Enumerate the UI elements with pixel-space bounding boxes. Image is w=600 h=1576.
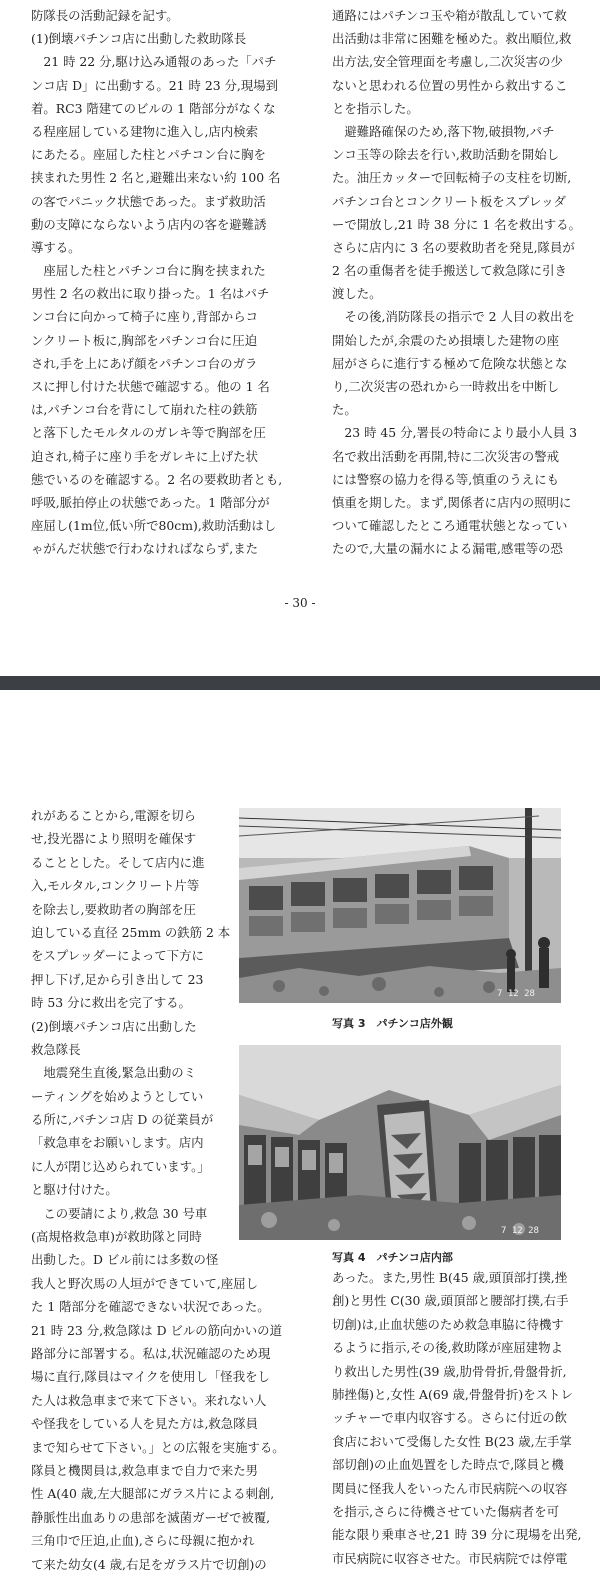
text-line: あった。また,男性 B(45 歳,頭頂部打撲,挫	[332, 1270, 568, 1285]
text-line: 肺挫傷)と,女性 A(69 歳,骨盤骨折)をストレ	[332, 1386, 573, 1402]
text-line: パチンコ台とコンクリート板をスプレッダ	[332, 193, 566, 209]
photo4-caption: 写真 4 パチンコ店内部	[332, 1251, 453, 1264]
text-line: 救急隊長	[31, 1041, 81, 1057]
text-line: ンコ店 D」に出動する。21 時 23 分,現場到	[31, 77, 279, 93]
text-line: た。油圧カッターで回転椅子の支柱を切断,	[332, 170, 572, 186]
text-line: 関員に怪我人をいったん市民病院への収容	[332, 1480, 568, 1496]
text-line: 創)と男性 C(30 歳,頭頂部と腰部打撲,右手	[332, 1293, 569, 1309]
text-line: 動の支障にならないよう店内の客を避難誘	[31, 216, 267, 232]
text-line: せ,投光器により照明を確保す	[31, 831, 197, 847]
text-line: り救出した男性(39 歳,肋骨骨折,骨盤骨折,	[332, 1363, 567, 1379]
text-line: 通路にはパチンコ玉や箱が散乱していて救	[332, 8, 567, 23]
text-line: る所に,パチンコ店 D の従業員が	[31, 1112, 214, 1128]
text-line: 着。RC3 階建てのビルの 1 階部分がなくな	[31, 100, 276, 116]
text-line: や怪我をしている人を見た方は,救急隊員	[31, 1416, 258, 1432]
text-line: たので,大量の漏水による漏電,感電等の恐	[332, 541, 563, 557]
text-line: には警察の協力を得る等,慎重のうえにも	[332, 471, 559, 487]
text-line: 場に直行,隊員はマイクを使用し「怪我をし	[31, 1369, 270, 1385]
text-line: 食店において受傷した女性 B(23 歳,左手掌	[332, 1433, 572, 1449]
text-line: た 1 階部分を確認できない状況であった。	[31, 1299, 270, 1315]
text-line: 三角巾で圧迫,止血),さらに母親に抱かれ	[31, 1533, 255, 1549]
photo3-caption: 写真 3 パチンコ店外観	[332, 1017, 453, 1030]
text-line: 能な限り乗車させ,21 時 39 分に現場を出発,	[332, 1527, 582, 1543]
photo-pachinko-interior	[239, 1045, 561, 1240]
text-line: とを指示した。	[332, 100, 419, 116]
text-line: 性 A(40 歳,左大腿部にガラス片による刺創,	[31, 1486, 275, 1502]
text-line: ンコ台に向かって椅子に座り,背部からコ	[31, 309, 258, 325]
text-line: の客でパニック状態であった。まず救助活	[31, 193, 266, 209]
text-line: まで知らせて下さい。」との広報を実施する。	[31, 1439, 285, 1455]
photo-date-stamp: 7 12 28	[501, 1226, 539, 1236]
left-column-text	[31, 4, 281, 561]
text-line: 挟まれた男性 2 名と,避難出来ない約 100 名	[31, 170, 281, 186]
text-line: 切創)は,止血状態のため救急車脇に待機す	[332, 1316, 564, 1332]
page-30	[0, 0, 600, 676]
text-line: れがあることから,電源を切ら	[31, 808, 197, 823]
text-line: 迫され,椅子に座り手をガレキに上げた状	[31, 448, 258, 464]
text-line: ることとした。そして店内に進	[31, 854, 205, 870]
text-line: 我人と野次馬の人垣ができていて,座屈し	[31, 1275, 258, 1291]
text-line: 態でいるのを確認する。2 名の要救助者とも,	[31, 471, 283, 487]
text-line: 開始したが,余震のため損壊した建物の座	[332, 332, 559, 348]
text-line: され,手を上にあげ顔をパチンコ台のガラ	[31, 355, 258, 371]
text-line: 慎重を期した。まず,関係者に店内の照明に	[332, 494, 572, 510]
text-line: 名で救出活動を再開,特に二次災害の警戒	[332, 448, 559, 464]
text-line: ーティングを始めようとしてい	[31, 1088, 204, 1104]
text-line: 21 時 23 分,救急隊は D ビルの筋向かいの道	[31, 1322, 282, 1338]
text-line: と落下したモルタルのガレキ等で胸部を圧	[31, 425, 266, 441]
text-line: た。	[332, 402, 357, 418]
text-line: この要請により,救急 30 号車	[31, 1205, 208, 1221]
right-column-text	[332, 4, 581, 561]
text-line: を除去し,要救助者の胸部を圧	[31, 901, 197, 917]
text-line: 時 53 分に救出を完了する。	[31, 995, 191, 1011]
photo-date-stamp: 7 12 28	[497, 989, 535, 999]
text-line: 路部分に部署する。私は,状況確認のため現	[31, 1345, 271, 1361]
text-line: ついて確認したところ通電状態となってい	[332, 518, 568, 534]
text-line: 渡した。	[332, 286, 382, 302]
text-line: 出動した。D ビル前には多数の怪	[31, 1252, 219, 1268]
text-line: るように指示,その後,救助隊が座屈建物よ	[332, 1340, 563, 1356]
text-line: 導する。	[31, 239, 81, 255]
text-line: り,二次災害の恐れから一時救出を中断し	[332, 379, 559, 394]
photo-pachinko-exterior	[239, 808, 561, 1003]
text-line: ンコ玉等の除去を行い,救助活動を開始し	[332, 147, 559, 163]
text-line: 21 時 22 分,駆け込み通報のあった「パチ	[31, 54, 277, 70]
text-line: さらに店内に 3 名の要救助者を発見,隊員が	[332, 239, 575, 255]
text-line: る程座屈している建物に進入し,店内検索	[31, 123, 258, 139]
text-line: ンクリート板に,胸部をパチンコ台に圧迫	[31, 332, 258, 348]
text-line: 避難路確保のため,落下物,破損物,パチ	[332, 123, 555, 139]
text-line: ッチャーで車内収容する。さらに付近の飲	[332, 1410, 568, 1426]
text-line: 2 名の重傷者を徒手搬送して救急隊に引き	[332, 263, 567, 279]
text-line: 屈がさらに進行する極めて危険な状態とな	[332, 355, 568, 371]
text-line: て来た幼女(4 歳,右足をガラス片で切創)の	[31, 1556, 267, 1572]
text-line: 市民病院に収容させた。市民病院では停電	[332, 1550, 568, 1566]
text-line: 地震発生直後,緊急出動のミ	[31, 1065, 197, 1081]
text-line: (2)倒壊パチンコ店に出動した	[31, 1018, 197, 1034]
text-line: 座屈し(1m位,低い所で80cm),救助活動はし	[31, 518, 277, 534]
text-line: 出活動は非常に困難を極めた。救出順位,救	[332, 31, 572, 47]
right-column-text	[332, 1266, 582, 1570]
text-line: に人が閉じ込められています。」	[31, 1158, 210, 1174]
text-line: 部切創)の止血処置をした時点で,隊員と機	[332, 1457, 564, 1473]
text-line: 男性 2 名の救出に取り掛った。1 名はパチ	[31, 286, 270, 302]
page-divider	[0, 676, 600, 690]
page-31	[0, 690, 600, 1572]
text-line: (1)倒壊パチンコ店に出動した救助隊長	[31, 31, 247, 47]
text-line: は,パチンコ台を背にして崩れた柱の鉄筋	[31, 402, 258, 418]
text-line: 入,モルタル,コンクリート片等	[31, 878, 200, 894]
text-line: 出方法,安全管理面を考慮し,二次災害の少	[332, 54, 563, 70]
text-line: にあたる。座屈した柱とパチコン台に胸を	[31, 147, 266, 163]
text-line: スに押し付けた状態で確認する。他の 1 名	[31, 379, 270, 394]
text-line: を指示,さらに待機させていた傷病者を可	[332, 1503, 559, 1519]
text-line: その後,消防隊長の指示で 2 人目の救出を	[332, 309, 575, 325]
text-line: をスプレッダーによって下方に	[31, 948, 204, 964]
text-line: 押し下げ,足から引き出して 23	[31, 971, 204, 987]
text-line: 呼吸,脈拍停止の状態であった。1 階部分が	[31, 494, 270, 510]
text-line: ーで開放し,21 時 38 分に 1 名を救出する。	[332, 216, 581, 232]
text-line: 「救急車をお願いします。店内	[31, 1135, 204, 1151]
text-line: 23 時 45 分,署長の特命により最小人員 3	[332, 425, 577, 441]
text-line: 迫している直径 25mm の鉄筋 2 本	[31, 924, 231, 940]
text-line: (高規格救急車)が救助隊と同時	[31, 1229, 202, 1245]
text-line: 隊員と機関員は,救急車まで自力で来た男	[31, 1462, 258, 1478]
text-line: と駆け付けた。	[31, 1182, 118, 1198]
text-line: 座屈した柱とパチンコ台に胸を挟まれた	[31, 263, 266, 279]
text-line: ないと思われる位置の男性から救出するこ	[332, 77, 568, 93]
text-line: 静脈性出血ありの患部を滅菌ガーゼで被覆,	[31, 1509, 271, 1525]
text-line: ゃがんだ状態で行わなければならず,また	[31, 541, 258, 557]
page-number: - 30 -	[284, 596, 316, 610]
text-line: 防隊長の活動記録を記す。	[31, 8, 179, 23]
text-line: た人は救急車まで来て下さい。来れない人	[31, 1392, 267, 1408]
